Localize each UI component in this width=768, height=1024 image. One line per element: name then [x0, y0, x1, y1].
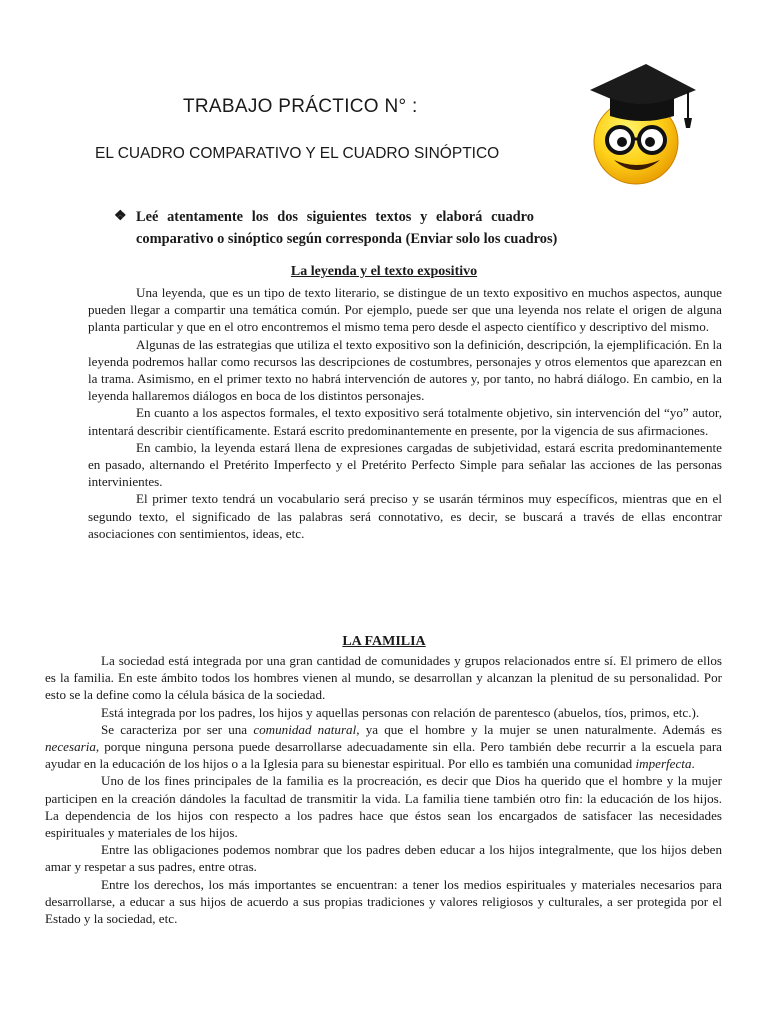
paragraph: Entre las obligaciones podemos nombrar que los padres deben educar a los hijos integralmente, que los hijos deben amar y respetar a sus padres, entre otras. — [45, 842, 722, 875]
paragraph: Una leyenda, que es un tipo de texto literario, se distingue de un texto expositivo en muchos aspectos, aunque pueden llegar a compartir una temática común. Por ejemplo, puede ser que una leyenda nos relate el origen de alguna planta particular y que en el otro encontremos el mismo tema pero desde el aspecto científico y descriptivo del mismo. — [88, 285, 722, 335]
page-subtitle: EL CUADRO COMPARATIVO Y EL CUADRO SINÓPTICO — [95, 145, 500, 162]
paragraph: Está integrada por los padres, los hijos y aquellas personas con relación de parentesco (abuelos, tíos, primos, etc.). — [101, 704, 700, 720]
section-heading-familia: LA FAMILIA — [342, 634, 426, 649]
paragraph: Uno de los fines principales de la familia es la procreación, es decir que Dios ha querido que el hombre y la mujer participen en la creación dándoles la facultad de transmitir la vida. La familia tiene también otro fin: la educación de los hijos. La dependencia de los hijos con respecto a los padres hace que éstos sean los encargados de satisfacer las necesidades espirituales y materiales de los hijos. — [45, 773, 722, 841]
section-familia-body — [45, 652, 722, 927]
paragraph: En cambio, la leyenda estará llena de expresiones cargadas de subjetividad, estará escrita predominantemente en pasado, alternando el Pretérito Imperfecto y el Pretérito Perfecto Simple para señalar las acciones de las personas intervinientes. — [88, 439, 722, 490]
paragraph: La sociedad está integrada por una gran cantidad de comunidades y grupos relacionados entre sí. El primero de ellos es la familia. En este ámbito todos los hombres vienen al mundo, se desarrollan y alcanzan la plenitud de su personalidad. Por esto se la define como la célula básica de la sociedad. — [45, 653, 722, 703]
paragraph: Algunas de las estrategias que utiliza el texto expositivo son la definición, descripción, la ejemplificación. En la leyenda podremos hallar como recursos las descripciones de costumbres, personajes y otros elementos que aparezcan en la trama. Asimismo, en el primer texto no habrá intervención de autores y, por tanto, no habrá diálogo. En cambio, en la leyenda hallaremos diálogos en boca de los distintos personajes. — [88, 336, 722, 404]
task-line-2: comparativo o sinóptico según corresponda (Enviar solo los cuadros) — [136, 231, 558, 247]
paragraph: El primer texto tendrá un vocabulario será preciso y se usarán términos muy específicos, mientras que en el segundo texto, el significado de las palabras será connotativo, es decir, se buscará a través de ellas encontrar asociaciones con sentimientos, ideas, etc. — [88, 491, 722, 541]
task-line-1: Leé atentamente los dos siguientes textos y elaborá cuadro — [136, 209, 534, 225]
paragraph: En cuanto a los aspectos formales, el texto expositivo será totalmente objetivo, sin intervención del “yo” autor, intentará describir científicamente. Estará escrito predominantemente en presente, por la vigencia de sus afirmaciones. — [88, 405, 722, 438]
graduate-smiley-icon — [584, 60, 700, 190]
emphasis: necesaria — [45, 739, 96, 755]
task-instruction — [114, 206, 558, 250]
paragraph: Se caracteriza por ser una comunidad natural, ya que el hombre y la mujer se unen naturalmente. Además es necesaria, porque ninguna persona puede desarrollarse adecuadamente sin ella. Pero también debe recurrir a la escuela para ayudar en la educación de los hijos o a la Iglesia para su bienestar espiritual. Por ello es también una comunidad imperfecta. — [45, 721, 722, 772]
bullet-icon: ❖ — [114, 209, 127, 224]
section-heading-leyenda: La leyenda y el texto expositivo — [290, 264, 478, 279]
emphasis: imperfecta — [635, 756, 692, 772]
paragraph: Entre los derechos, los más importantes se encuentran: a tener los medios espirituales y materiales necesarios para desarrollarse, a educar a sus hijos de acuerdo a sus propias tradiciones y valores religiosos y culturales, a ser protegida por el Estado y la sociedad, etc. — [45, 876, 722, 927]
emphasis: comunidad natural — [253, 721, 357, 737]
section-leyenda-body — [88, 284, 722, 542]
page-title: TRABAJO PRÁCTICO N° : — [183, 96, 418, 117]
